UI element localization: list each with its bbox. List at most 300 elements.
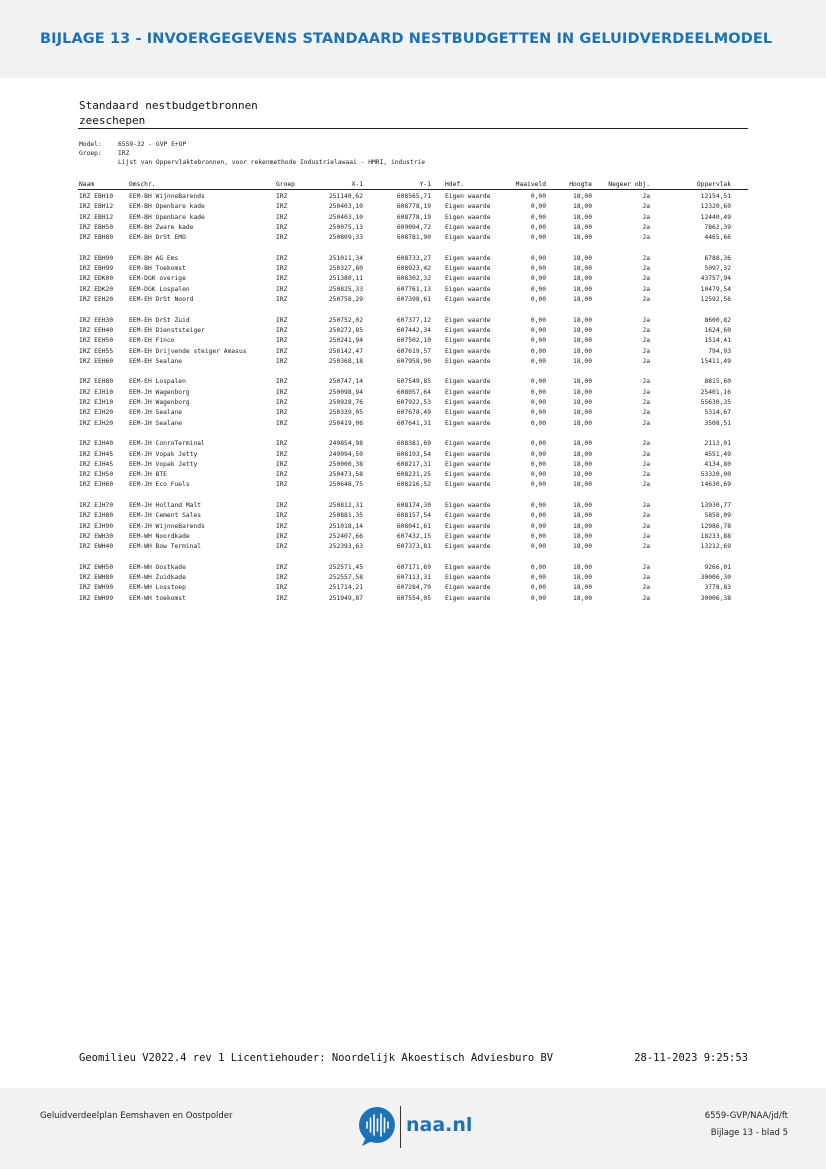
cell-naam: IRZ EBH90 xyxy=(79,254,114,262)
cell-groep: IRZ xyxy=(276,440,288,448)
cell-negeer: Ja xyxy=(642,223,650,231)
cell-omschr: EEM-DGK Lospalen xyxy=(129,285,190,293)
cell-omschr: EEM-EH Lospalen xyxy=(129,378,186,386)
cell-negeer: Ja xyxy=(642,399,650,406)
cell-x: 250648,75 xyxy=(328,481,363,489)
cell-hdef: Eigen waarde xyxy=(445,223,491,231)
cell-y: 607442,34 xyxy=(396,326,431,334)
col-header-oppervlak: Oppervlak xyxy=(696,181,731,188)
cell-x: 250142,47 xyxy=(328,347,363,355)
cell-groep: IRZ xyxy=(276,574,288,582)
cell-maaiveld: 0,00 xyxy=(530,203,546,211)
cell-negeer: Ja xyxy=(642,502,650,509)
cell-omschr: EEM-WH Bow Terminal xyxy=(129,543,202,551)
cell-y: 607373,81 xyxy=(396,543,431,551)
cell-x: 251018,14 xyxy=(328,522,363,530)
cell-groep: IRZ xyxy=(276,203,288,211)
software-license: Geomilieu V2022.4 rev 1 Licentiehouder: Noordelijk Akoestisch Adviesburo BV xyxy=(79,1052,554,1064)
cell-maaiveld: 0,00 xyxy=(530,460,546,468)
cell-omschr: EEM-JH Sealane xyxy=(129,409,183,417)
cell-hoogte: 18,00 xyxy=(573,512,592,520)
project-name: Geluidverdeelplan Eemshaven en Oostpolder xyxy=(40,1111,233,1121)
cell-groep: IRZ xyxy=(276,594,288,602)
report-description: Lijst van Oppervlaktebronnen, voor rekenmethode Industrielawaai - HMRI, industrie xyxy=(118,159,426,166)
cell-oppervlak: 18233,88 xyxy=(700,532,731,540)
cell-groep: IRZ xyxy=(276,502,288,509)
cell-omschr: EEM-EH Drijvende steiger Amasus xyxy=(129,347,247,355)
page-number: Bijlage 13 - blad 5 xyxy=(710,1128,788,1138)
cell-hoogte: 18,00 xyxy=(573,296,592,303)
cell-y: 609094,72 xyxy=(396,223,431,231)
page-title: BIJLAGE 13 - INVOERGEGEVENS STANDAARD NESTBUDGETTEN IN GELUIDVERDEELMODEL xyxy=(40,31,773,47)
cell-hdef: Eigen waarde xyxy=(445,347,491,355)
cell-maaiveld: 0,00 xyxy=(530,543,546,551)
cell-maaiveld: 0,00 xyxy=(530,471,546,479)
cell-hdef: Eigen waarde xyxy=(445,512,491,520)
col-header-naam: Naam xyxy=(79,181,95,188)
cell-omschr: EEM-EH DrSt Zuid xyxy=(129,316,190,324)
cell-naam: IRZ EJH20 xyxy=(79,409,114,417)
cell-oppervlak: 10479,54 xyxy=(700,285,731,293)
cell-naam: IRZ EJH70 xyxy=(79,502,114,509)
cell-omschr: EEM-JH Holland Malt xyxy=(129,502,202,509)
cell-groep: IRZ xyxy=(276,347,288,355)
cell-negeer: Ja xyxy=(642,512,650,520)
cell-x: 250000,38 xyxy=(328,460,363,468)
cell-hoogte: 18,00 xyxy=(573,399,592,406)
cell-oppervlak: 8600,82 xyxy=(704,316,731,324)
cell-hdef: Eigen waarde xyxy=(445,254,491,262)
cell-oppervlak: 12154,51 xyxy=(700,193,731,200)
cell-negeer: Ja xyxy=(642,419,650,427)
cell-omschr: EEM-JH Eco Fuels xyxy=(129,481,190,489)
cell-y: 608923,42 xyxy=(396,265,431,273)
cell-hdef: Eigen waarde xyxy=(445,409,491,417)
cell-x: 250419,06 xyxy=(328,419,363,427)
model-value: 6559-32 - GVP E+OP xyxy=(118,141,187,148)
cell-hdef: Eigen waarde xyxy=(445,440,491,448)
cell-hdef: Eigen waarde xyxy=(445,296,491,303)
cell-hdef: Eigen waarde xyxy=(445,316,491,324)
cell-naam: IRZ EJH40 xyxy=(79,440,114,448)
cell-hoogte: 18,00 xyxy=(573,326,592,334)
cell-x: 250809,33 xyxy=(328,234,363,242)
cell-oppervlak: 7862,39 xyxy=(704,223,731,231)
cell-naam: IRZ EWH99 xyxy=(79,594,114,602)
table-header-divider xyxy=(78,189,748,190)
naa-logo xyxy=(358,1106,473,1148)
cell-oppervlak: 2113,01 xyxy=(704,440,731,448)
cell-groep: IRZ xyxy=(276,388,288,396)
cell-y: 608381,69 xyxy=(396,440,431,448)
cell-oppervlak: 6788,36 xyxy=(704,254,731,262)
cell-x: 250825,33 xyxy=(328,285,363,293)
cell-negeer: Ja xyxy=(642,522,650,530)
cell-hoogte: 18,00 xyxy=(573,450,592,458)
cell-hoogte: 18,00 xyxy=(573,347,592,355)
cell-hdef: Eigen waarde xyxy=(445,326,491,334)
cell-groep: IRZ xyxy=(276,275,288,283)
cell-hoogte: 18,00 xyxy=(573,193,592,200)
cell-x: 250098,94 xyxy=(328,388,363,396)
software-footer xyxy=(79,1052,748,1064)
cell-hdef: Eigen waarde xyxy=(445,502,491,509)
cell-naam: IRZ EWH30 xyxy=(79,532,114,540)
cell-omschr: EEM-EH Dienststeiger xyxy=(129,326,205,334)
cell-naam: IRZ EEH40 xyxy=(79,326,114,334)
cell-hdef: Eigen waarde xyxy=(445,265,491,273)
cell-maaiveld: 0,00 xyxy=(530,419,546,427)
cell-negeer: Ja xyxy=(642,326,650,334)
groep-label: Groep: xyxy=(79,150,102,157)
cell-oppervlak: 9266,01 xyxy=(704,563,731,571)
cell-hoogte: 18,00 xyxy=(573,223,592,231)
cell-oppervlak: 30006,30 xyxy=(700,574,731,582)
print-timestamp: 28-11-2023 9:25:53 xyxy=(634,1052,748,1064)
document-reference: 6559-GVP/NAA/jd/ft xyxy=(704,1111,788,1121)
sound-wave-icon xyxy=(358,1106,396,1148)
cell-hdef: Eigen waarde xyxy=(445,357,491,365)
cell-negeer: Ja xyxy=(642,203,650,211)
cell-maaiveld: 0,00 xyxy=(530,347,546,355)
cell-negeer: Ja xyxy=(642,285,650,293)
cell-x: 250403,10 xyxy=(328,213,363,221)
cell-naam: IRZ EBH50 xyxy=(79,223,114,231)
cell-hdef: Eigen waarde xyxy=(445,471,491,479)
cell-naam: IRZ EEH60 xyxy=(79,357,114,365)
cell-hoogte: 18,00 xyxy=(573,543,592,551)
cell-groep: IRZ xyxy=(276,409,288,417)
cell-hdef: Eigen waarde xyxy=(445,275,491,283)
cell-x: 250327,80 xyxy=(328,265,363,273)
cell-groep: IRZ xyxy=(276,326,288,334)
cell-negeer: Ja xyxy=(642,594,650,602)
cell-omschr: EEM-WH toekomst xyxy=(129,594,186,602)
cell-naam: IRZ EWH40 xyxy=(79,543,114,551)
cell-negeer: Ja xyxy=(642,574,650,582)
cell-negeer: Ja xyxy=(642,275,650,283)
cell-groep: IRZ xyxy=(276,481,288,489)
col-header-y: Y-1 xyxy=(419,181,431,188)
cell-y: 607171,69 xyxy=(396,563,431,571)
cell-y: 607432,15 xyxy=(396,532,431,540)
cell-negeer: Ja xyxy=(642,481,650,489)
cell-omschr: EEM-BH Zware kade xyxy=(129,223,194,231)
cell-naam: IRZ EBH80 xyxy=(79,234,114,242)
cell-hdef: Eigen waarde xyxy=(445,399,491,406)
cell-y: 607554,05 xyxy=(396,594,431,602)
cell-oppervlak: 55630,35 xyxy=(700,399,731,406)
cell-omschr: EEM-JH Sealane xyxy=(129,419,183,427)
cell-maaiveld: 0,00 xyxy=(530,234,546,242)
cell-y: 607619,57 xyxy=(396,347,431,355)
cell-maaiveld: 0,00 xyxy=(530,522,546,530)
cell-omschr: EEM-EH Sealane xyxy=(129,357,183,365)
cell-x: 250075,13 xyxy=(328,223,363,231)
cell-groep: IRZ xyxy=(276,378,288,386)
cell-omschr: EEM-JH Vopak Jetty xyxy=(129,450,198,458)
cell-y: 607113,31 xyxy=(396,574,431,582)
cell-hoogte: 18,00 xyxy=(573,337,592,345)
cell-y: 608781,90 xyxy=(396,234,431,242)
cell-naam: IRZ EEH80 xyxy=(79,378,114,386)
cell-hdef: Eigen waarde xyxy=(445,285,491,293)
cell-y: 607377,12 xyxy=(396,316,431,324)
cell-naam: IRZ EJH60 xyxy=(79,481,114,489)
cell-groep: IRZ xyxy=(276,254,288,262)
cell-maaiveld: 0,00 xyxy=(530,409,546,417)
cell-y: 607284,79 xyxy=(396,584,431,592)
cell-hoogte: 18,00 xyxy=(573,409,592,417)
cell-hoogte: 18,00 xyxy=(573,419,592,427)
cell-oppervlak: 13212,69 xyxy=(700,543,731,551)
cell-negeer: Ja xyxy=(642,563,650,571)
cell-omschr: EEM-JH Wagenborg xyxy=(129,399,190,406)
cell-naam: IRZ EDK20 xyxy=(79,285,114,293)
cell-negeer: Ja xyxy=(642,471,650,479)
cell-negeer: Ja xyxy=(642,357,650,365)
cell-x: 252393,63 xyxy=(328,543,363,551)
cell-naam: IRZ EBH10 xyxy=(79,193,114,200)
cell-x: 251380,11 xyxy=(328,275,363,283)
cell-y: 607761,13 xyxy=(396,285,431,293)
cell-naam: IRZ EJH45 xyxy=(79,460,114,468)
cell-y: 608217,31 xyxy=(396,460,431,468)
cell-hoogte: 18,00 xyxy=(573,378,592,386)
cell-naam: IRZ EJH80 xyxy=(79,512,114,520)
cell-groep: IRZ xyxy=(276,471,288,479)
col-header-omschr: Omschr. xyxy=(129,181,156,188)
cell-oppervlak: 5314,67 xyxy=(704,409,731,417)
cell-groep: IRZ xyxy=(276,296,288,303)
cell-x: 252407,66 xyxy=(328,532,363,540)
cell-negeer: Ja xyxy=(642,460,650,468)
cell-y: 607641,31 xyxy=(396,419,431,427)
cell-x: 249994,50 xyxy=(328,450,363,458)
cell-oppervlak: 15411,49 xyxy=(700,357,731,365)
cell-groep: IRZ xyxy=(276,193,288,200)
cell-hoogte: 18,00 xyxy=(573,471,592,479)
cell-maaiveld: 0,00 xyxy=(530,450,546,458)
cell-oppervlak: 43757,94 xyxy=(700,275,731,283)
cell-hdef: Eigen waarde xyxy=(445,419,491,427)
cell-omschr: EEM-BH Openbare kade xyxy=(129,213,205,221)
cell-omschr: EEM-JH WijnneBarends xyxy=(129,522,205,530)
cell-hoogte: 18,00 xyxy=(573,275,592,283)
cell-hoogte: 18,00 xyxy=(573,532,592,540)
cell-y: 607549,85 xyxy=(396,378,431,386)
cell-negeer: Ja xyxy=(642,584,650,592)
cell-oppervlak: 794,93 xyxy=(708,347,731,355)
cell-oppervlak: 4551,49 xyxy=(704,450,731,458)
cell-hdef: Eigen waarde xyxy=(445,203,491,211)
col-header-x: X-1 xyxy=(351,181,363,188)
cell-negeer: Ja xyxy=(642,193,650,200)
cell-x: 252571,45 xyxy=(328,563,363,571)
cell-negeer: Ja xyxy=(642,296,650,303)
cell-naam: IRZ EWH80 xyxy=(79,574,114,582)
cell-groep: IRZ xyxy=(276,512,288,520)
cell-y: 608057,64 xyxy=(396,388,431,396)
cell-groep: IRZ xyxy=(276,357,288,365)
cell-omschr: EEM-WH Noordkade xyxy=(129,532,190,540)
cell-x: 251949,87 xyxy=(328,594,363,602)
cell-negeer: Ja xyxy=(642,388,650,396)
cell-negeer: Ja xyxy=(642,409,650,417)
cell-negeer: Ja xyxy=(642,532,650,540)
cell-y: 608157,54 xyxy=(396,512,431,520)
cell-y: 608041,61 xyxy=(396,522,431,530)
cell-hoogte: 18,00 xyxy=(573,574,592,582)
cell-y: 607922,53 xyxy=(396,399,431,406)
cell-hoogte: 18,00 xyxy=(573,203,592,211)
cell-y: 607398,61 xyxy=(396,296,431,303)
cell-x: 252557,58 xyxy=(328,574,363,582)
cell-maaiveld: 0,00 xyxy=(530,584,546,592)
cell-hdef: Eigen waarde xyxy=(445,388,491,396)
cell-oppervlak: 8815,60 xyxy=(704,378,731,386)
cell-x: 250403,10 xyxy=(328,203,363,211)
cell-negeer: Ja xyxy=(642,347,650,355)
cell-hoogte: 18,00 xyxy=(573,316,592,324)
cell-naam: IRZ EWH90 xyxy=(79,584,114,592)
cell-maaiveld: 0,00 xyxy=(530,213,546,221)
logo-divider xyxy=(400,1106,401,1148)
cell-maaiveld: 0,00 xyxy=(530,326,546,334)
cell-omschr: EEM-BH AG Ems xyxy=(129,254,179,262)
cell-naam: IRZ EJH10 xyxy=(79,388,114,396)
groep-value: IRZ xyxy=(118,150,130,157)
cell-oppervlak: 4465,66 xyxy=(704,234,731,242)
cell-omschr: EEM-EH Finco xyxy=(129,337,175,345)
cell-maaiveld: 0,00 xyxy=(530,512,546,520)
cell-naam: IRZ EBH12 xyxy=(79,213,114,221)
cell-hoogte: 18,00 xyxy=(573,285,592,293)
cell-naam: IRZ EJH10 xyxy=(79,399,114,406)
cell-maaiveld: 0,00 xyxy=(530,388,546,396)
cell-x: 251140,62 xyxy=(328,193,363,200)
cell-groep: IRZ xyxy=(276,563,288,571)
cell-x: 251714,21 xyxy=(328,584,363,592)
cell-naam: IRZ EEH55 xyxy=(79,347,114,355)
cell-maaiveld: 0,00 xyxy=(530,594,546,602)
report-title-line2: zeeschepen xyxy=(79,114,146,127)
cell-maaiveld: 0,00 xyxy=(530,502,546,509)
cell-hdef: Eigen waarde xyxy=(445,378,491,386)
cell-x: 250339,05 xyxy=(328,409,363,417)
cell-naam: IRZ EEH30 xyxy=(79,316,114,324)
cell-hdef: Eigen waarde xyxy=(445,450,491,458)
cell-naam: IRZ EBH99 xyxy=(79,265,114,273)
cell-negeer: Ja xyxy=(642,316,650,324)
cell-hoogte: 18,00 xyxy=(573,594,592,602)
cell-oppervlak: 4134,80 xyxy=(704,460,731,468)
cell-oppervlak: 12986,78 xyxy=(700,522,731,530)
cell-hdef: Eigen waarde xyxy=(445,563,491,571)
cell-hoogte: 18,00 xyxy=(573,502,592,509)
cell-omschr: EEM-JH BTE xyxy=(129,471,167,479)
cell-naam: IRZ EJH20 xyxy=(79,419,114,427)
cell-oppervlak: 30006,38 xyxy=(700,594,731,602)
cell-negeer: Ja xyxy=(642,265,650,273)
cell-y: 608778,19 xyxy=(396,213,431,221)
cell-hoogte: 18,00 xyxy=(573,522,592,530)
cell-x: 250241,94 xyxy=(328,337,363,345)
cell-x: 250368,18 xyxy=(328,357,363,365)
cell-hdef: Eigen waarde xyxy=(445,584,491,592)
cell-groep: IRZ xyxy=(276,584,288,592)
cell-y: 608778,19 xyxy=(396,203,431,211)
cell-groep: IRZ xyxy=(276,223,288,231)
cell-naam: IRZ EEH20 xyxy=(79,296,114,303)
cell-oppervlak: 5097,32 xyxy=(704,265,731,273)
cell-groep: IRZ xyxy=(276,316,288,324)
cell-hoogte: 18,00 xyxy=(573,563,592,571)
cell-maaiveld: 0,00 xyxy=(530,357,546,365)
cell-omschr: EEM-WH Losstoep xyxy=(129,584,186,592)
cell-maaiveld: 0,00 xyxy=(530,193,546,200)
cell-x: 250928,76 xyxy=(328,399,363,406)
cell-omschr: EEM-BH WijnneBarends xyxy=(129,193,205,200)
logo-text: naa.nl xyxy=(406,1114,473,1136)
cell-maaiveld: 0,00 xyxy=(530,481,546,489)
cell-maaiveld: 0,00 xyxy=(530,532,546,540)
cell-hdef: Eigen waarde xyxy=(445,543,491,551)
cell-maaiveld: 0,00 xyxy=(530,563,546,571)
cell-groep: IRZ xyxy=(276,234,288,242)
cell-hdef: Eigen waarde xyxy=(445,481,491,489)
col-header-negeer: Negeer obj. xyxy=(608,181,650,188)
cell-oppervlak: 1624,60 xyxy=(704,326,731,334)
cell-x: 250881,35 xyxy=(328,512,363,520)
cell-y: 608302,32 xyxy=(396,275,431,283)
cell-maaiveld: 0,00 xyxy=(530,296,546,303)
cell-oppervlak: 14630,69 xyxy=(700,481,731,489)
cell-naam: IRZ EWH50 xyxy=(79,563,114,571)
cell-oppervlak: 1514,41 xyxy=(704,337,731,345)
cell-x: 249854,98 xyxy=(328,440,363,448)
cell-x: 250812,31 xyxy=(328,502,363,509)
cell-y: 607958,90 xyxy=(396,357,431,365)
cell-negeer: Ja xyxy=(642,213,650,221)
cell-naam: IRZ EBH12 xyxy=(79,203,114,211)
cell-y: 607502,10 xyxy=(396,337,431,345)
cell-y: 608216,52 xyxy=(396,481,431,489)
cell-maaiveld: 0,00 xyxy=(530,254,546,262)
cell-naam: IRZ EJH90 xyxy=(79,522,114,530)
cell-x: 250747,14 xyxy=(328,378,363,386)
cell-negeer: Ja xyxy=(642,440,650,448)
cell-hoogte: 18,00 xyxy=(573,254,592,262)
cell-naam: IRZ EEH50 xyxy=(79,337,114,345)
cell-groep: IRZ xyxy=(276,522,288,530)
cell-negeer: Ja xyxy=(642,450,650,458)
cell-maaiveld: 0,00 xyxy=(530,337,546,345)
cell-naam: IRZ EJH50 xyxy=(79,471,114,479)
cell-hdef: Eigen waarde xyxy=(445,213,491,221)
cell-maaiveld: 0,00 xyxy=(530,316,546,324)
cell-omschr: EEM-JH ConroTerminal xyxy=(129,440,205,448)
cell-hoogte: 18,00 xyxy=(573,460,592,468)
col-header-maaiveld: Maaiveld xyxy=(515,181,546,188)
cell-hdef: Eigen waarde xyxy=(445,234,491,242)
cell-groep: IRZ xyxy=(276,532,288,540)
cell-y: 608565,71 xyxy=(396,193,431,200)
cell-hdef: Eigen waarde xyxy=(445,574,491,582)
cell-hoogte: 18,00 xyxy=(573,440,592,448)
cell-hoogte: 18,00 xyxy=(573,213,592,221)
title-divider xyxy=(78,128,748,129)
